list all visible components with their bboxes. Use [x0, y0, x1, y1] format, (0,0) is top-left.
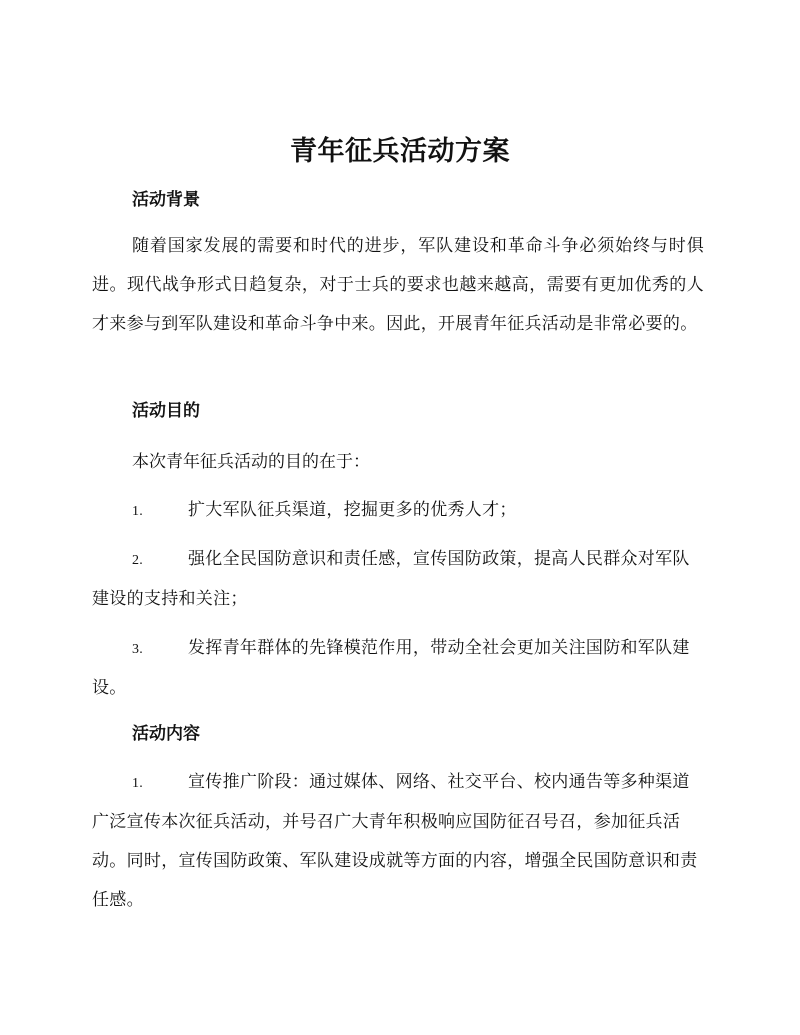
- purpose-intro: 本次青年征兵活动的目的在于：: [132, 452, 370, 472]
- list-item-text: 发挥青年群体的先锋模范作用，带动全社会更加关注国防和军队建设。: [92, 638, 690, 698]
- list-item: [92, 540, 704, 619]
- list-item-text: 宣传推广阶段：通过媒体、网络、社交平台、校内通告等多种渠道广泛宣传本次征兵活动，并号召广大青年积极响应国防征召号召，参加征兵活动。同时，宣传国防政策、军队建设成就等方面的内容，增强全民国防意识和责任感。: [92, 772, 698, 910]
- list-item: [92, 629, 704, 708]
- list-item-number: 1.: [132, 504, 144, 519]
- list-item: [92, 491, 704, 531]
- list-item: [92, 763, 704, 920]
- section-heading-background: 活动背景: [132, 190, 200, 210]
- section-heading-purpose: 活动目的: [132, 401, 200, 421]
- document-title: 青年征兵活动方案: [290, 136, 510, 167]
- list-item-number: 1.: [132, 776, 144, 791]
- list-item-text: 强化全民国防意识和责任感，宣传国防政策，提高人民群众对军队建设的支持和关注；: [92, 549, 690, 609]
- background-paragraph: 随着国家发展的需要和时代的进步，军队建设和革命斗争必须始终与时俱进。现代战争形式日趋复杂，对于士兵的要求也越来越高，需要有更加优秀的人才来参与到军队建设和革命斗争中来。因此，开展青年征兵活动是非常必要的。: [92, 236, 704, 334]
- section-heading-content: 活动内容: [132, 724, 200, 744]
- list-item-text: 扩大军队征兵渠道，挖掘更多的优秀人才；: [188, 500, 517, 520]
- list-item-number: 3.: [132, 642, 144, 657]
- list-item-number: 2.: [132, 553, 144, 568]
